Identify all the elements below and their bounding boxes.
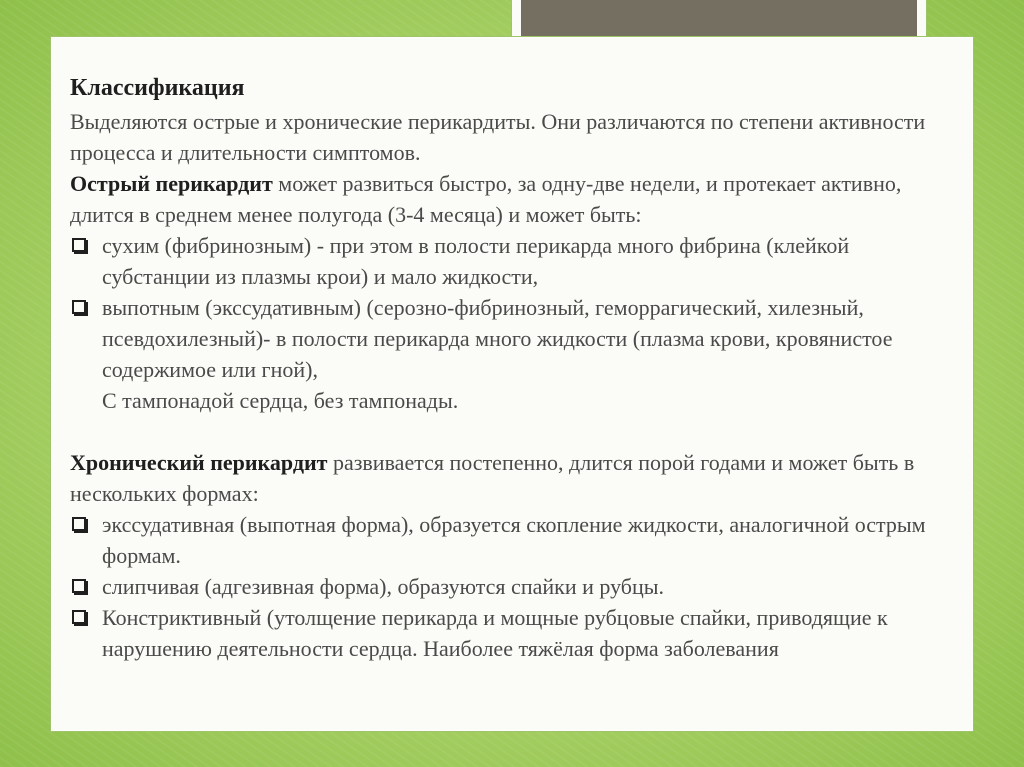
chronic-term: Хронический перикардит [70, 450, 328, 475]
tamponade-note: С тампонадой сердца, без тампонады. [102, 388, 459, 413]
chronic-paragraph [70, 447, 960, 509]
list-item-text: выпотным (экссудативным) (серозно-фибринозный, геморрагический, хилезный, псевдохилезный)- в полости перикарда много жидкости (плазма крови, кровянистое содержимое или гной), [102, 295, 893, 382]
list-item-text: сухим (фибринозным) - при этом в полости перикарда много фибрина (клейкой субстанции из плазмы крои) и мало жидкости, [102, 233, 850, 289]
slide-heading: Классификация [70, 75, 245, 101]
acute-term: Острый перикардит [70, 171, 273, 196]
chronic-list [70, 509, 960, 664]
acute-list [70, 230, 960, 385]
intro-paragraph: Выделяются острые и хронические перикардиты. Они различаются по степени активности процесса и длительности симптомов. [70, 109, 926, 165]
checkbox-bullet-icon [72, 517, 86, 531]
list-item [70, 230, 960, 292]
checkbox-bullet-icon [72, 610, 86, 624]
list-item-text: экссудативная (выпотная форма), образуется скопление жидкости, аналогичной острым формам. [102, 512, 926, 568]
checkbox-bullet-icon [72, 238, 86, 252]
checkbox-bullet-icon [72, 579, 86, 593]
list-item [70, 292, 960, 385]
list-item [70, 509, 960, 571]
list-item-text: слипчивая (адгезивная форма), образуются спайки и рубцы. [102, 574, 665, 599]
checkbox-bullet-icon [72, 300, 86, 314]
acute-description: может развиться быстро, за одну-две недели, и протекает активно, длится в среднем менее полугода (3-4 месяца) и может быть: [70, 171, 902, 227]
acute-paragraph [70, 168, 960, 230]
chronic-description: развивается постепенно, длится порой годами и может быть в нескольких формах: [70, 450, 915, 506]
list-item [70, 602, 960, 664]
slide-content [70, 70, 960, 664]
spacer [70, 416, 960, 447]
list-item [70, 571, 960, 602]
list-item-text: Констриктивный (утолщение перикарда и мощные рубцовые спайки, приводящие к нарушению деятельности сердца. Наиболее тяжёлая форма заболевания [102, 605, 888, 661]
